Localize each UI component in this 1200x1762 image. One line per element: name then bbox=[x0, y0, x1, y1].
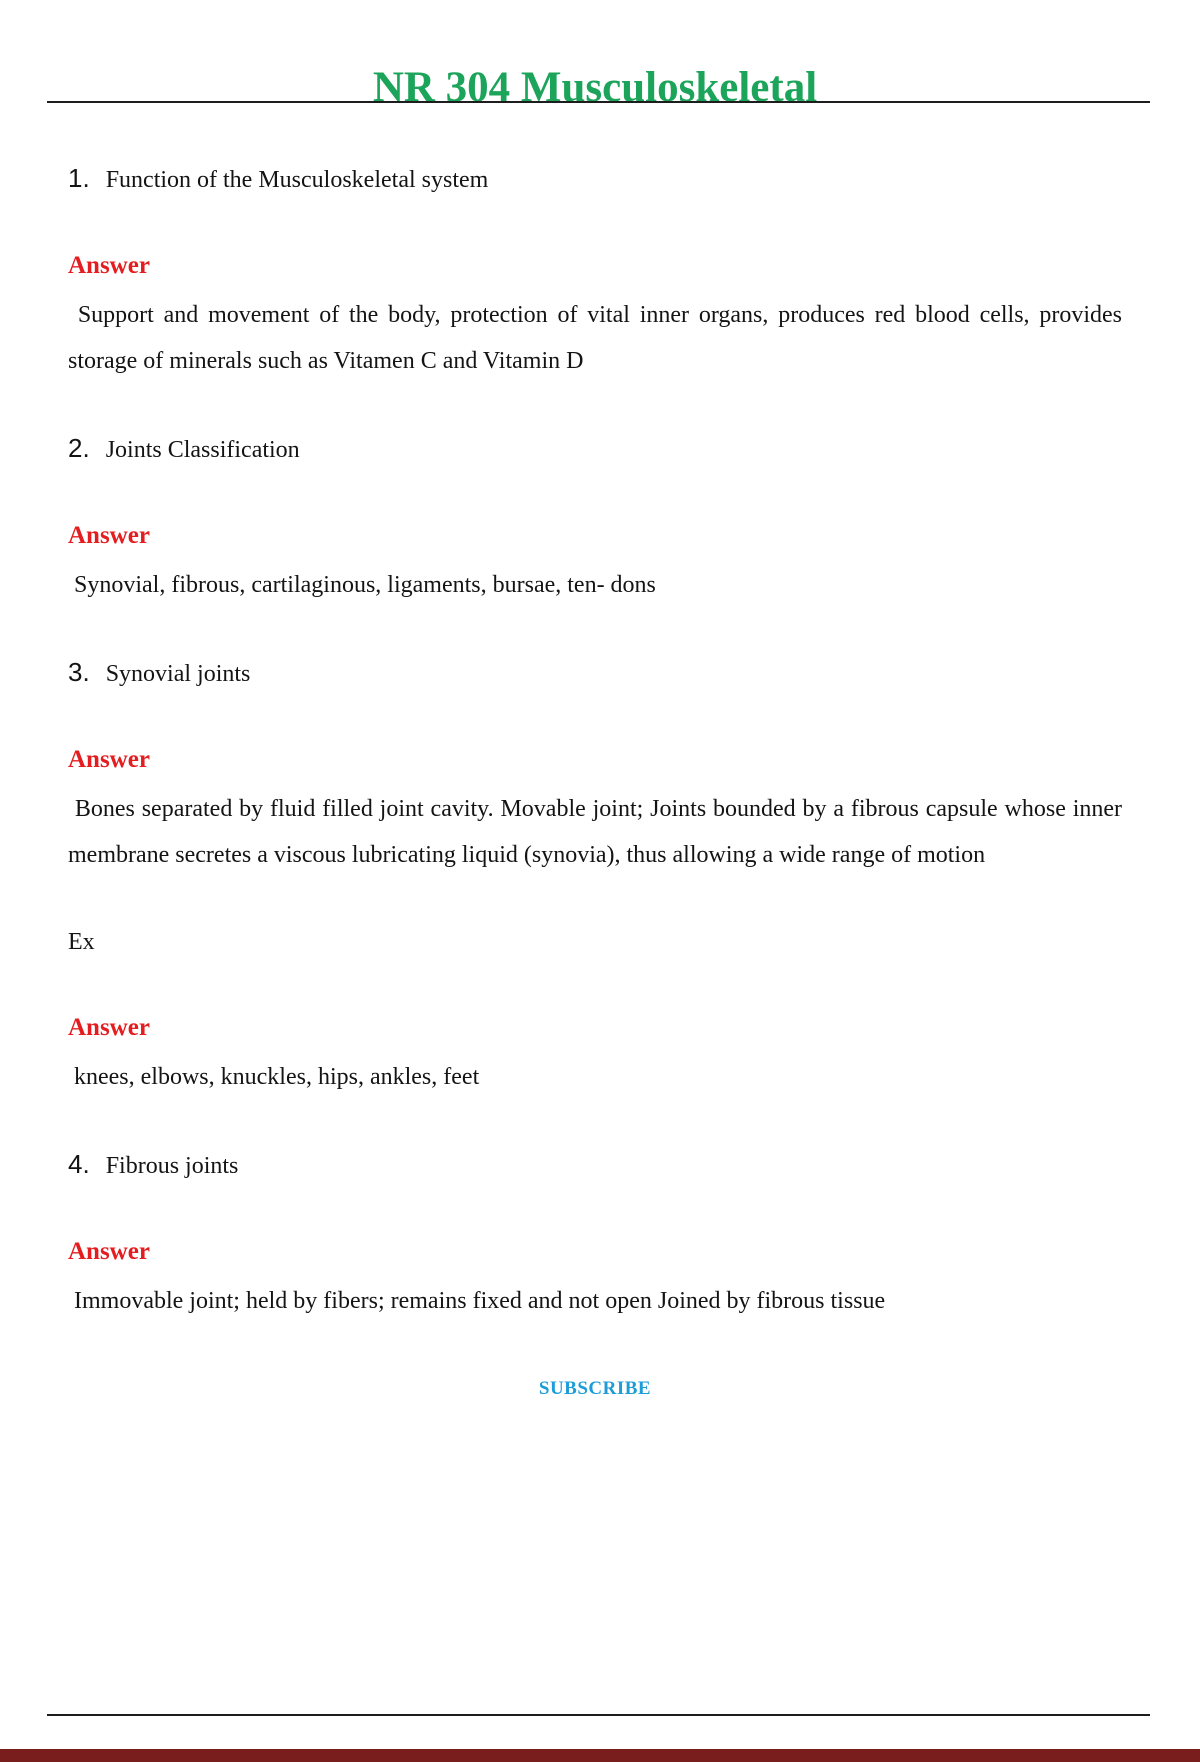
question-item bbox=[68, 162, 1122, 196]
question-text: Joints Classification bbox=[105, 436, 300, 463]
subscribe-row bbox=[68, 1378, 1122, 1400]
subscribe-link[interactable]: SUBSCRIBE bbox=[538, 1377, 652, 1399]
answer-label: Answer bbox=[68, 1013, 150, 1041]
question-text: Fibrous joints bbox=[105, 1152, 239, 1179]
answer-text: Support and movement of the body, protection of vital inner organs, produces red blood cells, provides storage of minerals such as Vitamen C and Vitamin D bbox=[68, 301, 1128, 374]
document-page bbox=[0, 62, 1200, 1740]
question-text: Synovial joints bbox=[105, 660, 251, 687]
answer-label: Answer bbox=[68, 1237, 150, 1265]
question-number: 1. bbox=[68, 162, 90, 193]
answer-text: knees, elbows, knuckles, hips, ankles, feet bbox=[68, 1063, 480, 1090]
question-number: 2. bbox=[68, 432, 90, 463]
answer-text: Immovable joint; held by fibers; remains fixed and not open Joined by fibrous tissue bbox=[68, 1287, 886, 1314]
question-text: Function of the Musculoskeletal system bbox=[105, 166, 489, 193]
document-content bbox=[0, 62, 1200, 1400]
question-item bbox=[68, 432, 1122, 466]
footer-rule bbox=[47, 1714, 1150, 1716]
example-label: Ex bbox=[68, 928, 95, 955]
answer-text: Bones separated by fluid filled joint cavity. Movable joint; Joints bounded by a fibrous capsule whose inner membrane secretes a viscous lubricating liquid (synovia), thus allowing a wide range of motion bbox=[68, 795, 1129, 868]
page-title: NR 304 Musculoskeletal bbox=[372, 64, 818, 111]
page-edge-bottom bbox=[0, 1749, 1200, 1762]
question-number: 4. bbox=[68, 1148, 90, 1179]
question-number: 3. bbox=[68, 656, 90, 687]
answer-label: Answer bbox=[68, 745, 150, 773]
question-item bbox=[68, 1148, 1122, 1182]
header-rule bbox=[47, 101, 1150, 103]
answer-label: Answer bbox=[68, 521, 150, 549]
question-item bbox=[68, 656, 1122, 690]
answer-label: Answer bbox=[68, 251, 150, 279]
answer-text: Synovial, fibrous, cartilaginous, ligaments, bursae, ten- dons bbox=[68, 571, 656, 598]
